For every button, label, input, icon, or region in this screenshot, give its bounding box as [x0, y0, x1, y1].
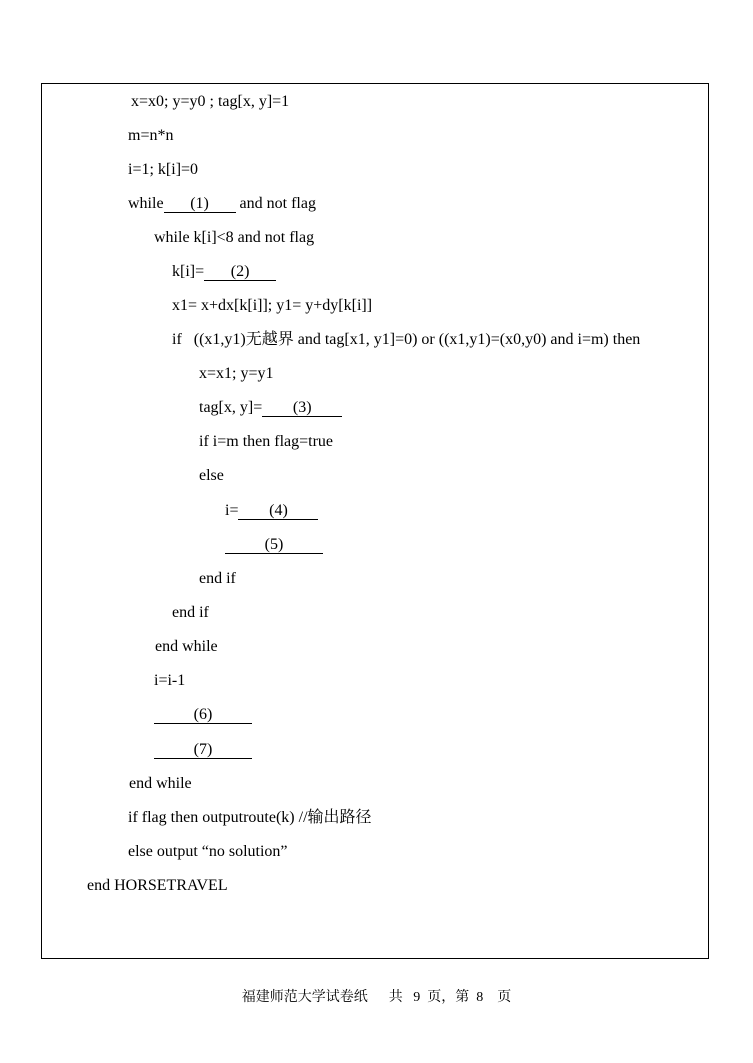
fill-in-blank-1: (1) — [164, 195, 236, 213]
code-line-15: end if — [199, 570, 236, 587]
code-text: i= — [225, 502, 239, 519]
code-line-22: if flag then outputroute(k) //输出路径 — [128, 809, 372, 826]
fill-in-blank-3: (3) — [262, 399, 342, 417]
code-line-5: while k[i]<8 and not flag — [154, 229, 315, 246]
code-line-11: if i=m then flag=true — [199, 433, 334, 450]
code-line-13 — [225, 501, 318, 521]
code-line-2: m=n*n — [128, 127, 174, 144]
code-line-3: i=1; k[i]=0 — [128, 161, 199, 178]
fill-in-blank-4: (4) — [238, 502, 318, 520]
code-line-10 — [199, 398, 342, 418]
code-line-4 — [128, 194, 316, 214]
code-line-6 — [172, 262, 276, 282]
code-line-21: end while — [129, 775, 192, 792]
code-line-9: x=x1; y=y1 — [199, 365, 274, 382]
code-line-16: end if — [172, 604, 209, 621]
fill-in-blank-6: (6) — [154, 706, 252, 724]
code-line-12: else — [199, 467, 224, 484]
code-line-8: if ((x1,y1)无越界 and tag[x1, y1]=0) or ((x1,y1)=(x0,y0) and i=m) then — [172, 331, 641, 348]
page-footer: 福建师范大学试卷纸 共 9 页，第 8 页 — [241, 990, 512, 1005]
fill-in-blank-2: (2) — [204, 263, 276, 281]
code-line-19 — [154, 705, 252, 725]
fill-in-blank-5: (5) — [225, 536, 323, 554]
code-line-20 — [154, 740, 252, 760]
code-line-17: end while — [155, 638, 218, 655]
code-text: k[i]= — [172, 263, 205, 280]
code-line-14 — [225, 535, 323, 555]
code-line-24: end HORSETRAVEL — [87, 877, 228, 894]
code-line-7: x1= x+dx[k[i]]; y1= y+dy[k[i]] — [172, 297, 373, 314]
code-line-18: i=i-1 — [154, 672, 186, 689]
code-text: and not flag — [235, 195, 316, 212]
code-line-1: x=x0; y=y0 ; tag[x, y]=1 — [131, 93, 290, 110]
code-text: while — [128, 195, 164, 212]
code-text: tag[x, y]= — [199, 399, 263, 416]
fill-in-blank-7: (7) — [154, 741, 252, 759]
code-line-23: else output “no solution” — [128, 843, 288, 860]
